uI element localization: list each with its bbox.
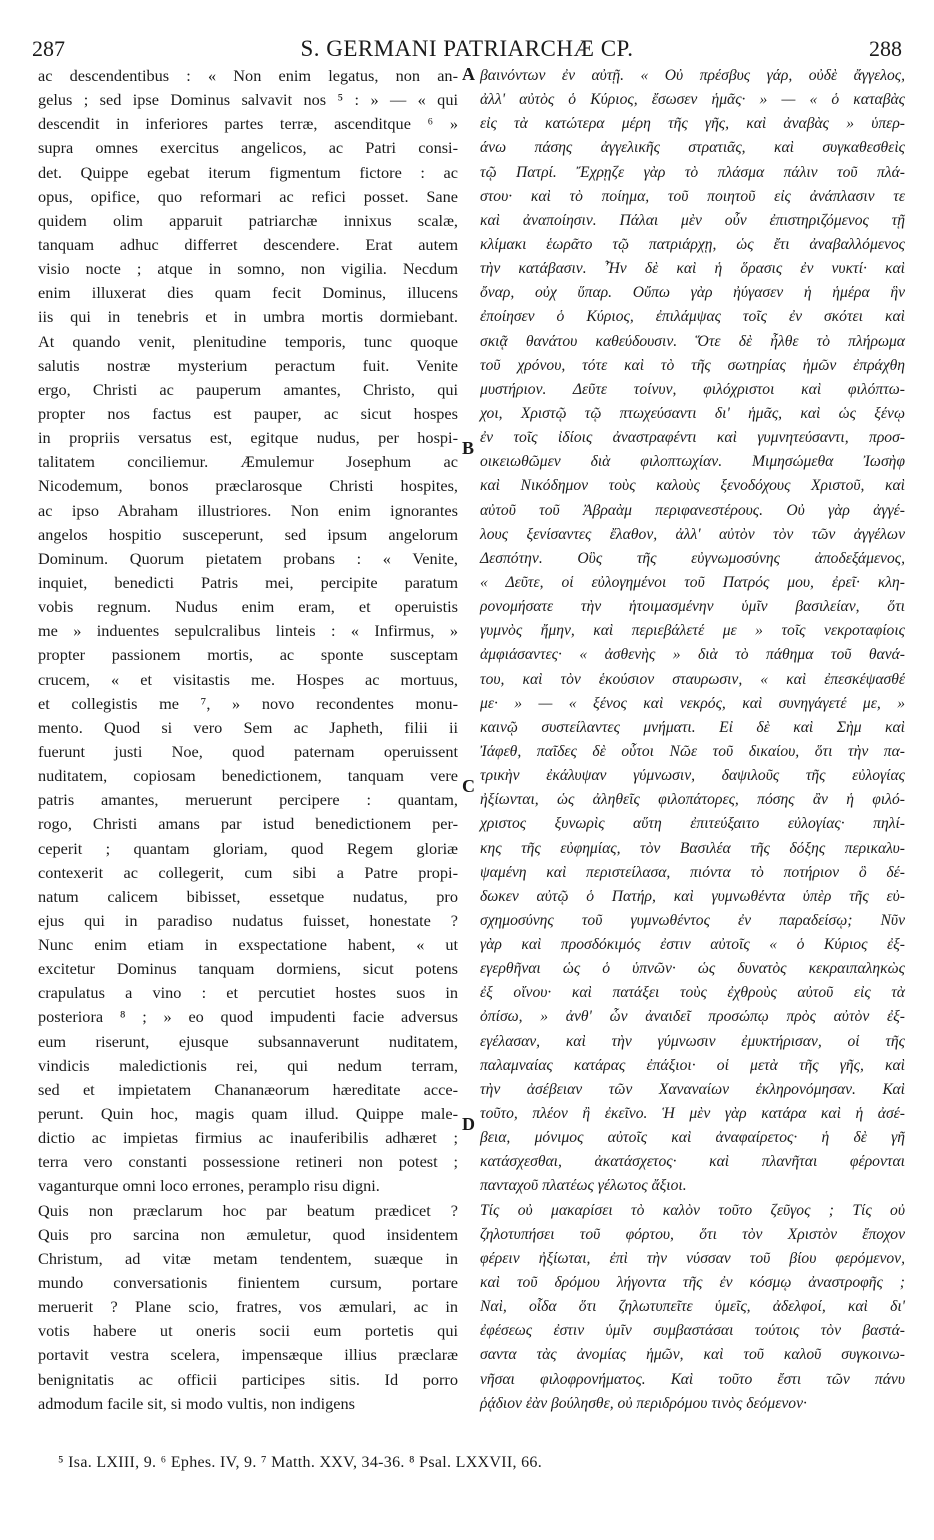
latin-text-line: descendit in inferiores partes terræ, ascenditque ⁶ » (38, 114, 458, 134)
latin-text-line: visio nocte ; atque in somno, non vigilia. Necdum (38, 259, 458, 279)
latin-text-line: angelos hospitio susceperunt, sed ipsum angelorum (38, 524, 458, 544)
greek-text-line: κατάσχεσθαι, ἀκατάσχετος· καὶ πλανῆται φέρονται (480, 1153, 905, 1171)
greek-text-line: φέρειν ἠξίωται, ἐπὶ τὴν νύσσαν τοῦ βίου φερόμενον, (480, 1249, 905, 1267)
latin-text-line: ergo, Christi ac pauperum amantes, Christo, qui (38, 379, 458, 399)
latin-text-line: mento. Quod si vero Sem ac Japheth, filii ii (38, 717, 458, 737)
latin-text-line: natum calicem bibisset, essetque nudatus, pro (38, 886, 458, 906)
latin-text-line: portavit vestra scelera, impensæque illius præclaræ (38, 1345, 458, 1365)
latin-text-line: me » induentes sepulcralibus linteis : « Infirmus, » (38, 621, 458, 641)
latin-text-line: Christum, ad vitæ metam tendentem, suæque in (38, 1248, 458, 1268)
greek-text-line: καὶ Νικόδημον τοὺς καλοὺς ξενοδόχους Χριστοῦ, καὶ (480, 477, 905, 495)
greek-text-line: εγέλασαν, καὶ τὴν γύμνωσιν ἐμυκτήρισαν, οἱ τῆς (480, 1032, 905, 1050)
running-header (0, 36, 934, 66)
latin-text-line: ac descendentibus : « Non enim legatus, non an- (38, 66, 458, 85)
greek-text-line: πανταχοῦ πλατέως γέλωτος ἄξιοι. (480, 1177, 687, 1195)
greek-text-line: καινῷ συστείλαντες μνήματι. Εἰ δὲ καὶ Σὴμ καὶ (480, 718, 905, 736)
greek-text-line: με· » — « ξένος καὶ νεκρός, καὶ συνηγάγετέ με, » (480, 694, 905, 712)
latin-text-line: dictio ac impietas firmius ac inauferibilis adhæret ; (38, 1128, 458, 1148)
latin-text-line: ac ipso Abraham illustriores. Non enim ignorantes (38, 500, 458, 520)
latin-text-line: propter nos factus est pauper, ac sicut hospes (38, 403, 458, 423)
greek-text-line: αὐτοῦ τοῦ Ἀβραὰμ περιφανεστέρους. Οὐ γὰρ ἀγγέ- (480, 501, 905, 519)
greek-text-line: ἐποίησεν ὁ Κύριος, ἐπιλάμψας τοῖς ἐν σκότει καὶ (480, 308, 905, 326)
greek-text-line: ἐξ οἴνου· καὶ πατάξει τοὺς ἐχθροὺς αὐτοῦ εἰς τὰ (480, 984, 905, 1002)
greek-text-line: ἐν τοῖς ἰδίοις ἀναστραφέντι καὶ γυμνητεύσαντι, προσ- (480, 429, 905, 447)
latin-text-line: terra vero constanti possessione retineri non potest ; (38, 1152, 458, 1172)
footnotes: ⁵ Isa. LXIII, 9. ⁶ Ephes. IV, 9. ⁷ Matth. XXV, 34-36. ⁸ Psal. LXXVII, 66. (58, 1454, 543, 1471)
greek-text-line: ὀπίσω, » ἀνθ' ὧν ἀναιδεῖ προσώπῳ πρὸς αὐτὸν ἐξ- (480, 1008, 905, 1026)
latin-column (38, 64, 458, 1416)
latin-text-line: vaganturque omni loco errones, peramplo risu digni. (38, 1176, 380, 1196)
greek-text-line: τοῦτο, πλέον ἢ ἐκεῖνο. Ἡ μὲν γὰρ κατάρα καὶ ἡ ἀσέ- (480, 1105, 905, 1123)
latin-text-line: posteriora ⁸ ; » eo quod impudenti facie adversus (38, 1007, 458, 1027)
greek-text-line: ἀλλ' αὐτὸς ὁ Κύριος, ἔσωσεν ἡμᾶς· » — « ὁ καταβὰς (480, 91, 905, 109)
greek-text-line: Δεσπότην. Οὓς τῆς εὐγνωμοσύνης ἀποδεξάμενος, (480, 549, 905, 567)
latin-text-line: benignitatis ac officii participes sitis. Id porro (38, 1369, 458, 1389)
latin-text-line: nuditatem, copiosam benedictionem, tanquam vere (38, 766, 458, 786)
greek-text-line: νῆσαι φιλοφρονήματος. Καὶ τοῦτο ἔστι τῶν πάνυ (480, 1370, 905, 1388)
greek-text-line: σκιᾷ θανάτου καθεύδουσιν. Ὅτε δὲ ἦλθε τὸ πλήρωμα (480, 332, 905, 350)
greek-text-line: χοι, Χριστῷ τῷ πτωχεύσαντι δι' ἡμᾶς, καὶ ὡς ξένῳ (480, 404, 905, 422)
latin-text-line: crapulatus a vino : et percutiet hostes suos in (38, 983, 458, 1003)
greek-text-line: « Δεῦτε, οἱ εὐλογημένοι τοῦ Πατρός μου, ἐρεῖ· κλη- (480, 573, 905, 591)
latin-text-line: quidem olim apparuit patriarchæ innixus scalæ, (38, 210, 458, 230)
greek-text-line: καὶ τοῦ δρόμου λήγοντα τῆς ἐν κόσμῳ ἀναστροφῆς ; (480, 1274, 905, 1292)
latin-text-line: supra omnes exercitus angelicos, ac Patri consi- (38, 138, 458, 158)
latin-text-line: crucem, « et visitastis me. Hospes ac mortuus, (38, 669, 458, 689)
latin-text-line: ejus qui in paradiso nudatus fuisset, honestate ? (38, 910, 458, 930)
greek-text-line: ρονομήσατε τὴν ἡτοιμασμένην ὑμῖν βασιλείαν, ὅτι (480, 598, 905, 616)
greek-text-line: οικειωθῶμεν διὰ φιλοπτωχίαν. Μιμησώμεθα Ἰωσὴφ (480, 453, 905, 471)
greek-text-line: μυστήριον. Δεῦτε τοίνυν, φιλόχριστοι καὶ φιλόπτω- (480, 380, 905, 398)
latin-text-line: inquiet, benedicti Patris mei, percipite paratum (38, 572, 458, 592)
latin-text-line: Nunc enim etiam in exspectatione habent, « ut (38, 935, 458, 955)
latin-text-line: in propriis versatus est, egitque nudus, per hospi- (38, 428, 458, 448)
latin-text-line: eum riserunt, ejusque subsannaverunt nuditatem, (38, 1031, 458, 1051)
greek-text-line: ἀμφιάσαντες· « ἀσθενὴς » διὰ τὸ πάθημα τοῦ θανά- (480, 646, 905, 664)
latin-text-line: meruerit ? Plane scio, fratres, vos æmulari, ac in (38, 1297, 458, 1317)
greek-text-line: καὶ ἀναποίησιν. Πάλαι μὲν οὖν ἐπιστηριζόμενος τῇ (480, 211, 905, 229)
greek-text-line: Ναὶ, οἶδα ὅτι ζηλωτυπεῖτε ὑμεῖς, ἀδελφοί, καὶ δι' (480, 1298, 905, 1316)
greek-text-line: βαινόντων ἐν αὐτῇ. « Οὐ πρέσβυς γάρ, οὐδὲ ἄγγελος, (480, 67, 905, 84)
greek-text-line: στου· καὶ τὸ ποίημα, τοῦ ποιητοῦ εἰς ἀνάπλασιν τε (480, 187, 905, 205)
latin-text-line: Quis pro sarcina non æmuletur, quod insidentem (38, 1224, 458, 1244)
greek-text-line: τοῦ χρόνου, τότε καὶ τὸ τῆς σωτηρίας ἡμῶν ἐπράχθη (480, 356, 905, 374)
greek-text-line: Τίς οὐ μακαρίσει τὸ καλὸν τοῦτο ζεῦγος ; Τίς οὐ (480, 1201, 905, 1219)
greek-text-line: άνω πάσης ἀγγελικῆς στρατιᾶς, καὶ συγκαθεσθεὶς (480, 139, 905, 157)
latin-text-line: opus, opifice, quo reformari ac refici posset. Sane (38, 186, 458, 206)
running-title: S. GERMANI PATRIARCHÆ CP. (300, 36, 634, 61)
latin-text-line: sed et impietatem Chananæorum hæreditate acce- (38, 1079, 458, 1099)
latin-text-line: salutis nostræ mysterium peractum fuit. Venite (38, 355, 458, 375)
greek-text-line: ψαμένη καὶ περιστείλασα, πιόντα τὸ ποτήριον ὃ δέ- (480, 863, 905, 881)
latin-text-line: votis habere ut oneris socii eum portetis qui (38, 1321, 458, 1341)
latin-text-line: enim illuxerat dies quam fecit Dominus, illucens (38, 283, 458, 303)
greek-text-line: λους ξενίσαντες ἔλαθον, ἀλλ' αὐτὸν τὸν τῶν ἀγγέλων (480, 525, 905, 543)
section-marker-d: D (462, 1114, 475, 1134)
latin-text-line: excitetur Dominus tanquam dormiens, sicut potens (38, 959, 458, 979)
greek-text-line: τὴν κατάβασιν. Ἦν δὲ καὶ ἡ ὅρασις ἐν νυκτί· καὶ (480, 260, 905, 278)
latin-text-line: Nicodemum, bonos præclarosque Christi hospites, (38, 476, 458, 496)
greek-text-line: κλίμακι ἑωρᾶτο τῷ πατριάρχῃ, ὡς ἔτι ἀναβαλλόμενος (480, 235, 905, 253)
page-number-right: 288 (869, 36, 902, 61)
greek-text-line: τῷ Πατρί. Ἔχρῃζε γὰρ τὸ πλάσμα πάλιν τοῦ πλά- (480, 163, 905, 181)
latin-text-line: det. Quippe egebat iterum figmentum fictore : ac (38, 162, 458, 182)
page-number-left: 287 (32, 36, 65, 61)
latin-text-line: vindicis maledictionis rei, qui nedum terram, (38, 1055, 458, 1075)
latin-text-line: Dominum. Quorum pietatem probans : « Venite, (38, 548, 458, 568)
latin-text-line: patris amantes, meruerunt percipere : quantam, (38, 790, 458, 810)
greek-text-line: δωκεν αὐτῷ ὁ Πατήρ, καὶ γυμνωθέντα ὑπὲρ τῆς εὐ- (480, 887, 905, 905)
greek-text-line: χριστος ξυνωρὶς αὕτη ἐπιτεύξαιτο εὐλογίας· πηλί- (480, 815, 905, 833)
section-marker-b: B (462, 438, 475, 458)
latin-text-line: propter passionem mortis, ac sponte susceptam (38, 645, 458, 665)
greek-text-line: σχημοσύνης τοῦ γυμνωθέντος ἐν παραδείσῳ; Νῦν (480, 911, 905, 929)
section-marker-c: C (462, 776, 475, 796)
latin-text-line: perunt. Quin hoc, magis quam illud. Quippe male- (38, 1104, 458, 1124)
latin-text-line: mundo conversationis finientem cursum, portare (38, 1273, 458, 1293)
greek-text-line: εἰς τὰ κατώτερα μέρη τῆς γῆς, καὶ ἀναβὰς » ὑπερ- (480, 115, 905, 133)
greek-text-line: γυμνὸς ἤμην, καὶ περιεβάλετέ με » τοῖς νεκροταφίοις (480, 622, 905, 640)
latin-text-line: admodum facile sit, si modo vultis, non indigens (38, 1393, 356, 1413)
greek-text-line: σαντα τὰς ἀνομίας ἡμῶν, καὶ τοῦ καλοῦ συγκοινω- (480, 1346, 905, 1364)
greek-column (480, 64, 905, 1416)
latin-text-line: vobis regnum. Nudus enim eram, et operuistis (38, 597, 458, 617)
greek-text-line: του, καὶ τὸν ἑκούσιον σταυρωσιν, « καὶ ἐπεσκέψασθέ (480, 670, 905, 688)
latin-text-line: rogo, Christi amans par istud benedictionem per- (38, 814, 458, 834)
greek-text-line: εγερθῆναι ὡς ὁ ὑπνῶν· ὡς δυνατὸς κεκραιπαληκὼς (480, 960, 905, 978)
greek-text-line: τὴν ἀσέβειαν τῶν Χαναναίων ἐκληρονόμησαν. Καὶ (480, 1080, 905, 1098)
latin-text-line: talitatem conciliemur. Æmulemur Josephum ac (38, 452, 458, 472)
greek-text-line: γὰρ καὶ προσδόκιμός ἐστιν αὐτοῖς « ὁ Κύριος ἐξ- (480, 936, 905, 954)
latin-text-line: Quis non præclarum hoc par beatum prædicet ? (38, 1200, 458, 1220)
greek-text-line: Ἰάφεθ, παῖδες δὲ οὗτοι Νῶε τοῦ δικαίου, ὅτι τὴν πα- (480, 742, 905, 760)
greek-text-line: ὄναρ, οὐχ ὕπαρ. Οὔπω γὰρ ἠύγασεν ἡ ἡμέρα ἣν (480, 284, 905, 302)
greek-text-line: παλαμναίας κατάρας ἐπάξιοι· οἱ μετὰ τῆς γῆς, καὶ (480, 1056, 905, 1074)
latin-text-line: At quando venit, plenitudine temporis, tunc quoque (38, 331, 458, 351)
latin-text-line: contexerit ac collegerit, cum sibi a Patre propi- (38, 862, 458, 882)
section-marker-a: A (462, 64, 475, 84)
greek-text-line: τρικὴν ἐκάλυψαν γύμνωσιν, δαψιλοῦς τῆς εὐλογίας (480, 767, 905, 785)
greek-text-line: ἐφέσεως ἐστιν ὑμῖν συμβαστάσαι τούτοις τὸν βαστά- (480, 1322, 905, 1340)
latin-text-line: ceperit ; quantam gloriam, quod Regem gloriæ (38, 838, 458, 858)
latin-text-line: gelus ; sed ipse Dominus salvavit nos ⁵ : » — « qui (38, 90, 458, 110)
greek-text-line: κης τῆς εὐφημίας, τὸν Βασιλέα τῆς δόξης περικαλυ- (480, 839, 905, 857)
latin-text-line: et collegistis me ⁷, » novo recondentes monu- (38, 693, 458, 713)
greek-text-line: ζηλοτυπήσει τοῦ φόρτου, ὅτι τὸν Χριστὸν ἔποχον (480, 1225, 905, 1243)
latin-text-line: iis qui in tenebris et in umbra mortis dormiebant. (38, 307, 458, 327)
greek-text-line: ῥᾴδιον ἐὰν βούλησθε, οὐ περιδρόμου τινὸς δεόμενον· (480, 1394, 807, 1412)
latin-text-line: fuerunt justi Noe, quod paternam operuissent (38, 741, 458, 761)
latin-text-line: tanquam adhuc differret descendere. Erat autem (38, 234, 458, 254)
greek-text-line: βεια, μόνιμος αὐτοῖς καὶ ἀναφαίρετος· ἡ δὲ γῆ (480, 1129, 905, 1147)
greek-text-line: ἠξίωνται, ὡς ἀληθεῖς φιλοπάτορες, πόσης ἂν ἡ φιλό- (480, 791, 905, 809)
